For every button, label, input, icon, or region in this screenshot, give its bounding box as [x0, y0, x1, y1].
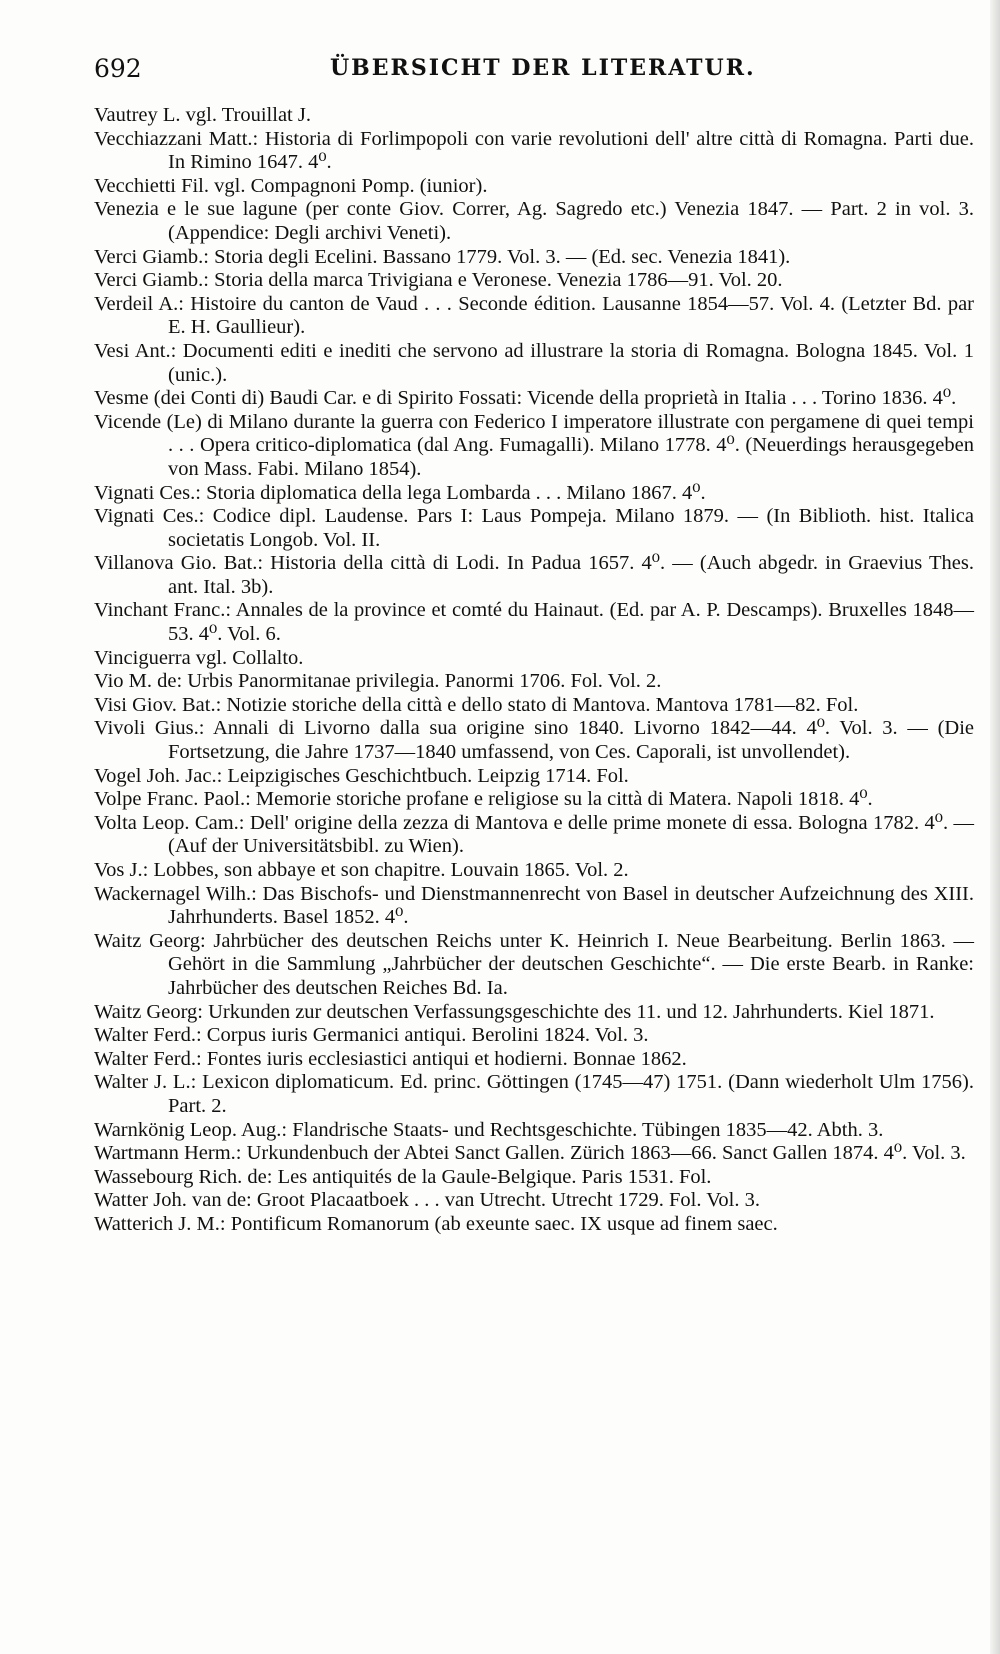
bibliography-list: [94, 104, 974, 1237]
page-number: 692: [94, 54, 142, 83]
bibliography-entry: Watter Joh. van de: Groot Placaatboek . . . van Utrecht. Utrecht 1729. Fol. Vol. 3.: [94, 1189, 760, 1212]
bibliography-entry: Vignati Ces.: Storia diplomatica della lega Lombarda . . . Milano 1867. 4⁰.: [94, 481, 706, 504]
bibliography-entry: Watterich J. M.: Pontificum Romanorum (ab exeunte saec. IX usque ad finem saec.: [94, 1212, 778, 1235]
bibliography-entry: Villanova Gio. Bat.: Historia della città di Lodi. In Padua 1657. 4⁰. — (Auch abgedr. in Graevius Thes. ant. Ital. 3b).: [94, 552, 974, 598]
bibliography-entry: Vinchant Franc.: Annales de la province et comté du Hainaut. (Ed. par A. P. Descamps). Bruxelles 1848—53. 4⁰. Vol. 6.: [94, 599, 974, 646]
bibliography-entry: Walter Ferd.: Corpus iuris Germanici antiqui. Berolini 1824. Vol. 3.: [94, 1024, 649, 1047]
bibliography-entry: Vignati Ces.: Codice dipl. Laudense. Pars I: Laus Pompeja. Milano 1879. — (In Biblioth. hist. Italica societatis Longob. Vol. II.: [94, 505, 974, 551]
bibliography-entry: Vicende (Le) di Milano durante la guerra con Federico I imperatore illustrate con pergamene di quei tempi . . . Opera critico-diplomatica (dal Ang. Fumagalli). Milano 1778. 4⁰. (Neuerdings herausgegeben von Mass. Fabi. Milano 1854).: [94, 410, 974, 480]
bibliography-entry: Volta Leop. Cam.: Dell' origine della zezza di Mantova e delle prime monete di essa. Bologna 1782. 4⁰. — (Auf der Universitätsbibl. zu Wien).: [94, 811, 974, 858]
bibliography-entry: Venezia e le sue lagune (per conte Giov. Correr, Ag. Sagredo etc.) Venezia 1847. — Part. 2 in vol. 3. (Appendice: Degli archivi Veneti).: [94, 198, 974, 244]
bibliography-entry: Vio M. de: Urbis Panormitanae privilegia. Panormi 1706. Fol. Vol. 2.: [94, 670, 662, 693]
bibliography-entry: Wassebourg Rich. de: Les antiquités de la Gaule-Belgique. Paris 1531. Fol.: [94, 1165, 712, 1188]
bibliography-entry: Vecchietti Fil. vgl. Compagnoni Pomp. (iunior).: [94, 174, 488, 197]
bibliography-entry: Warnkönig Leop. Aug.: Flandrische Staats- und Rechtsgeschichte. Tübingen 1835—42. Abth. 3.: [94, 1118, 884, 1141]
bibliography-entry: Walter J. L.: Lexicon diplomaticum. Ed. princ. Göttingen (1745—47) 1751. (Dann wiederholt Ulm 1756). Part. 2.: [94, 1071, 974, 1117]
bibliography-entry: Volpe Franc. Paol.: Memorie storiche profane e religiose su la città di Matera. Napoli 1818. 4⁰.: [94, 788, 873, 811]
bibliography-entry: Vivoli Gius.: Annali di Livorno dalla sua origine sino 1840. Livorno 1842—44. 4⁰. Vol. 3. — (Die Fortsetzung, die Jahre 1737—1840 umfassend, von Ces. Caporali, ist unvollendet).: [94, 717, 974, 764]
bibliography-entry: Visi Giov. Bat.: Notizie storiche della città e dello stato di Mantova. Mantova 1781—82. Fol.: [94, 693, 859, 716]
bibliography-entry: Waitz Georg: Jahrbücher des deutschen Reichs unter K. Heinrich I. Neue Bearbeitung. Berlin 1863. — Gehört in die Sammlung „Jahrbücher der deutschen Geschichte“. — Die erste Bearb. in Ranke: Jahrbücher des deutschen Reiches Bd. Ia.: [94, 929, 974, 999]
bibliography-entry: Verdeil A.: Histoire du canton de Vaud . . . Seconde édition. Lausanne 1854—57. Vol. 4. (Letzter Bd. par E. H. Gaullieur).: [94, 292, 974, 339]
bibliography-entry: Waitz Georg: Urkunden zur deutschen Verfassungsgeschichte des 11. und 12. Jahrhunderts. Kiel 1871.: [94, 1000, 935, 1023]
running-title: ÜBERSICHT DER LITERATUR.: [330, 55, 756, 81]
bibliography-entry: Verci Giamb.: Storia della marca Trivigiana e Veronese. Venezia 1786—91. Vol. 20.: [94, 269, 783, 292]
bibliography-entry: Vecchiazzani Matt.: Historia di Forlimpopoli con varie revolutioni dell' altre città di Romagna. Parti due. In Rimino 1647. 4⁰.: [94, 127, 974, 174]
bibliography-entry: Vos J.: Lobbes, son abbaye et son chapitre. Louvain 1865. Vol. 2.: [94, 859, 629, 881]
bibliography-entry: Walter Ferd.: Fontes iuris ecclesiastici antiqui et hodierni. Bonnae 1862.: [94, 1047, 687, 1070]
page-edge-shadow: [990, 0, 1000, 1654]
bibliography-entry: Vinciguerra vgl. Collalto.: [94, 646, 304, 669]
bibliography-entry: Wartmann Herm.: Urkundenbuch der Abtei Sanct Gallen. Zürich 1863—66. Sanct Gallen 1874. 4⁰. Vol. 3.: [94, 1142, 966, 1165]
bibliography-entry: Verci Giamb.: Storia degli Ecelini. Bassano 1779. Vol. 3. — (Ed. sec. Venezia 1841).: [94, 245, 791, 268]
bibliography-entry: Vogel Joh. Jac.: Leipzigisches Geschichtbuch. Leipzig 1714. Fol.: [94, 764, 629, 787]
bibliography-entry: Vautrey L. vgl. Trouillat J.: [94, 104, 311, 126]
page-header: [94, 54, 974, 94]
bibliography-entry: Vesme (dei Conti di) Baudi Car. e di Spirito Fossati: Vicende della proprietà in Italia . . . Torino 1836. 4⁰.: [94, 387, 957, 410]
bibliography-entry: Wackernagel Wilh.: Das Bischofs- und Dienstmannenrecht von Basel in deutscher Aufzeichnung des XIII. Jahrhunderts. Basel 1852. 4⁰.: [94, 882, 974, 929]
bibliography-entry: Vesi Ant.: Documenti editi e inediti che servono ad illustrare la storia di Romagna. Bologna 1845. Vol. 1 (unic.).: [94, 339, 974, 386]
